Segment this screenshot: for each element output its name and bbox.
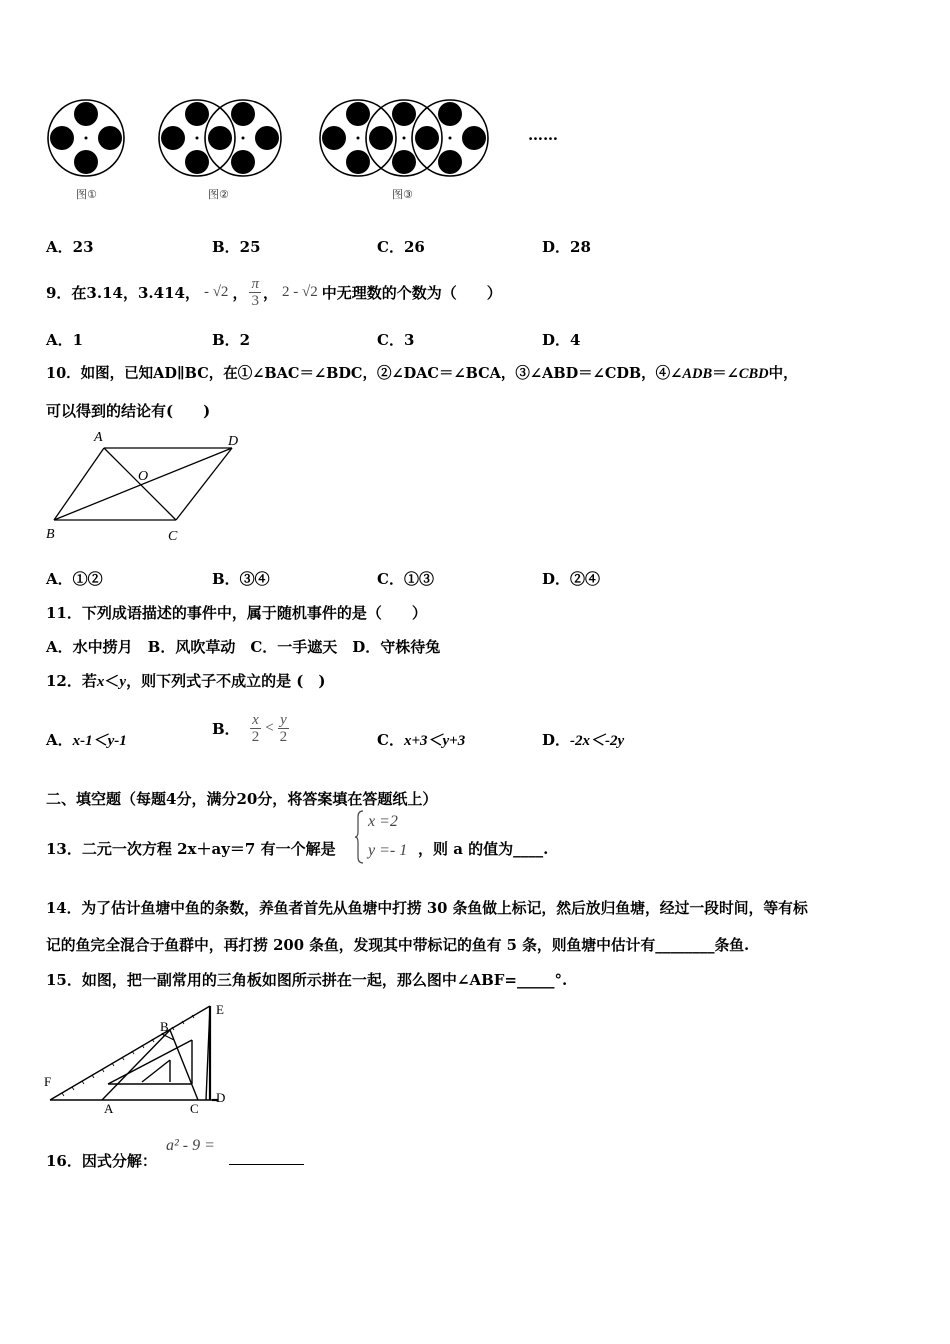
q9-neg-sqrt: - √2 <box>203 283 229 300</box>
q12-b-frac-x: $\frac{x}{2}$ <box>251 711 260 745</box>
label-O: O <box>138 469 149 484</box>
question-9: 9．在3.14，3.414， - √2 ， $\frac{\pi}{3}$ ， 2 - √2 中无理数的个数为（ ） <box>46 275 502 309</box>
q16-expression: a² - 9 = <box>166 1137 215 1154</box>
q8-option-b[interactable]: B．25 <box>212 238 261 256</box>
q13-equation-2: y =- 1 <box>368 842 408 859</box>
label-B: B <box>160 1019 169 1034</box>
q9-option-c[interactable]: C．3 <box>377 331 415 349</box>
q8-option-a[interactable]: A．23 <box>46 238 94 256</box>
question-13-lead: 13．二元一次方程 2x＋ay＝7 有一个解是 <box>46 840 336 858</box>
triangle-set-figure <box>42 1000 242 1120</box>
question-15: 15．如图，把一副常用的三角板如图所示拼在一起，那么图中∠ABF=_____°. <box>46 971 568 989</box>
q12-option-d[interactable]: D．-2x＜-2y <box>542 731 625 749</box>
q13-equation-1: x =2 <box>368 813 398 830</box>
q12-option-b[interactable]: B． $\frac{x}{2}$ < $\frac{y}{2}$ <box>212 711 288 745</box>
label-C: C <box>190 1101 199 1116</box>
q9-option-d[interactable]: D．4 <box>542 331 581 349</box>
figure-caption-3: 图③ <box>392 188 413 201</box>
figure-caption-2: 图② <box>208 188 229 201</box>
question-16-lead: 16．因式分解： <box>46 1152 157 1170</box>
label-D: D <box>216 1090 226 1105</box>
q8-option-d[interactable]: D．28 <box>542 238 591 256</box>
system-brace <box>354 810 364 864</box>
question-12: 12．若x＜y，则下列式子不成立的是 ( ) <box>46 672 326 690</box>
q9-pi-denominator: 3 <box>251 292 259 309</box>
label-C: C <box>168 529 178 544</box>
label-A: A <box>94 430 103 445</box>
section-2-title: 二、填空题（每题4分，满分20分，将答案填在答题纸上） <box>46 790 438 808</box>
q9-tail: 中无理数的个数为（ ） <box>321 283 502 302</box>
label-A: A <box>104 1101 114 1116</box>
label-F: F <box>44 1074 52 1089</box>
question-14-line-2: 记的鱼完全混合于鱼群中，再打捞 200 条鱼，发现其中带标记的鱼有 5 条，则鱼塘中估计有________条鱼. <box>46 937 750 954</box>
figure-ellipsis: …… <box>528 126 558 144</box>
question-13-tail: ，则 a 的值为____. <box>418 840 549 858</box>
q9-pi-numerator: π <box>251 275 259 292</box>
q8-option-c[interactable]: C．26 <box>377 238 425 256</box>
q9-option-b[interactable]: B．2 <box>212 331 251 349</box>
pattern-figure-2 <box>157 100 287 180</box>
q9-expression: 2 - √2 <box>281 283 318 300</box>
label-E: E <box>216 1002 224 1017</box>
q9-option-a[interactable]: A．1 <box>46 331 84 349</box>
question-10-line-2: 可以得到的结论有( ) <box>46 402 211 420</box>
question-11: 11．下列成语描述的事件中，属于随机事件的是（ ） <box>46 604 427 622</box>
label-B: B <box>46 527 55 542</box>
q9-lead: 9．在3.14，3.414， <box>46 283 200 302</box>
q16-answer-blank[interactable] <box>229 1148 304 1165</box>
q11-options[interactable]: A．水中捞月 B．风吹草动 C．一手遮天 D．守株待兔 <box>46 638 441 656</box>
question-14-line-1: 14．为了估计鱼塘中鱼的条数，养鱼者首先从鱼塘中打捞 30 条鱼做上标记，然后放归鱼塘，经过一段时间，等有标 <box>46 900 808 917</box>
q9-pi-fraction <box>249 276 261 309</box>
q10-option-b[interactable]: B．③④ <box>212 570 270 588</box>
label-D: D <box>228 434 239 449</box>
pattern-figure-3 <box>318 100 494 180</box>
question-10-line-1: 10．如图，已知AD∥BC，在①∠BAC＝∠BDC，②∠DAC＝∠BCA，③∠ABD＝∠CDB，④∠ADB＝∠CBD中， <box>46 365 798 382</box>
q12-b-frac-y: $\frac{y}{2}$ <box>279 711 288 745</box>
q10-option-a[interactable]: A．①② <box>46 570 103 588</box>
q12-option-a[interactable]: A．x-1＜y-1 <box>46 731 127 749</box>
q10-option-d[interactable]: D．②④ <box>542 570 601 588</box>
parallelogram-figure <box>44 428 254 548</box>
figure-caption-1: 图① <box>76 188 97 201</box>
q12-option-c[interactable]: C．x+3＜y+3 <box>377 731 466 749</box>
pattern-figure-1 <box>46 100 128 180</box>
q10-option-c[interactable]: C．①③ <box>377 570 434 588</box>
